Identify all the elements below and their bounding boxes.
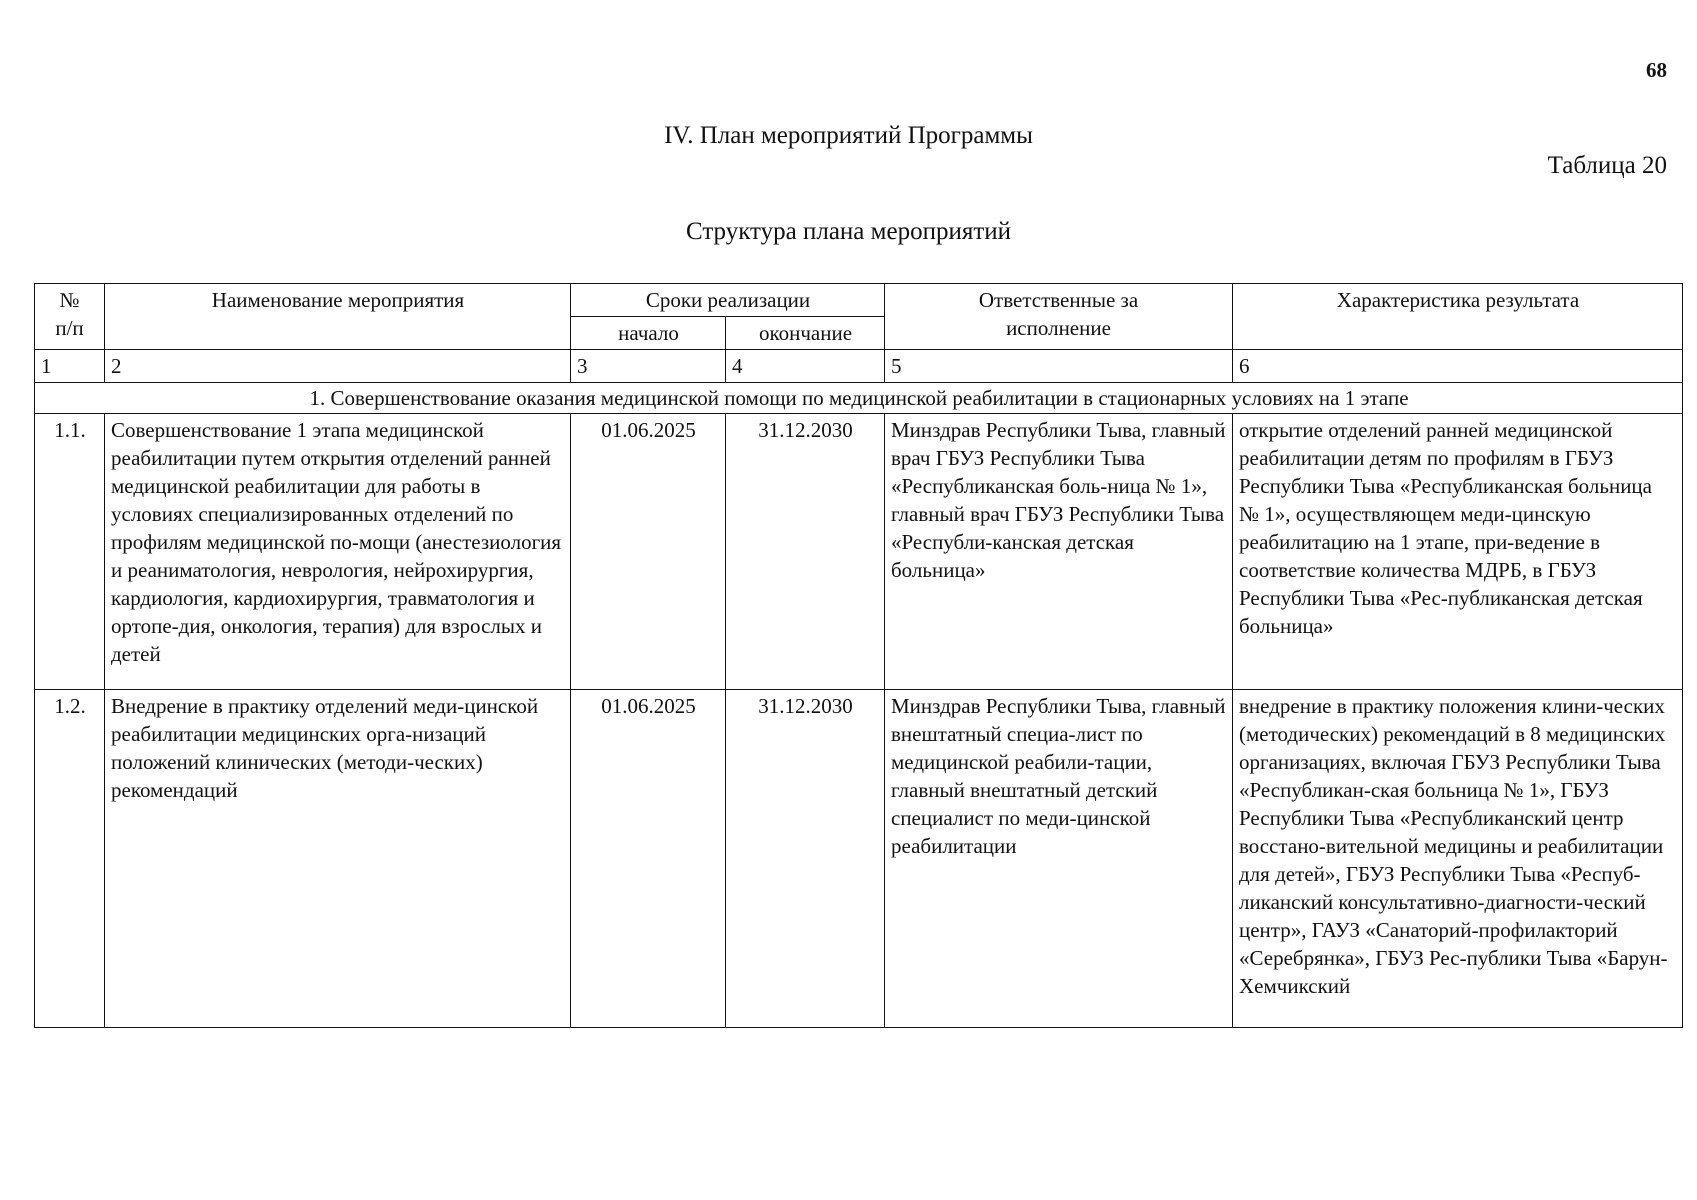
row-end-date: 31.12.2030 bbox=[726, 414, 885, 690]
table-row bbox=[35, 690, 1683, 1028]
header-name: Наименование мероприятия bbox=[105, 284, 571, 350]
column-number: 6 bbox=[1233, 350, 1683, 383]
row-number: 1.1. bbox=[35, 414, 105, 690]
row-result: внедрение в практику положения клини-ческих (методических) рекомендаций в 8 медицинских организациях, включая ГБУЗ Республики Тыва «Республикан-ская больница № 1», ГБУЗ Республики Тыва «Республиканский центр восстано-вительной медицины и реабилитации для детей», ГБУЗ Республики Тыва «Респуб-ликанский консультативно-диагности-ческий центр», ГАУЗ «Санаторий-профилакторий «Серебрянка», ГБУЗ Рес-публики Тыва «Барун-Хемчикский bbox=[1233, 690, 1683, 1028]
row-start-date: 01.06.2025 bbox=[571, 414, 726, 690]
row-activity-name: Внедрение в практику отделений меди-цинской реабилитации медицинских орга-низаций положений клинических (методи-ческих) рекомендаций bbox=[105, 690, 571, 1028]
row-end-date: 31.12.2030 bbox=[726, 690, 885, 1028]
row-activity-name: Совершенствование 1 этапа медицинской реабилитации путем открытия отделений ранней медицинской реабилитации для работы в условиях специализированных отделений по профилям медицинской по-мощи (анестезиология и реаниматология, неврология, нейрохирургия, кардиология, кардиохирургия, травматология и ортопе-дия, онкология, терапия) для взрослых и детей bbox=[105, 414, 571, 690]
header-responsible: Ответственные за исполнение bbox=[885, 284, 1233, 350]
column-number: 5 bbox=[885, 350, 1233, 383]
header-start: начало bbox=[571, 317, 726, 350]
header-num: № п/п bbox=[35, 284, 105, 350]
section-title: IV. План мероприятий Программы bbox=[664, 122, 1033, 149]
page-number: 68 bbox=[1646, 58, 1667, 82]
column-number: 2 bbox=[105, 350, 571, 383]
header-row-1 bbox=[35, 284, 1683, 317]
column-number: 1 bbox=[35, 350, 105, 383]
section-heading: 1. Совершенствование оказания медицинской помощи по медицинской реабилитации в стационарных условиях на 1 этапе bbox=[35, 383, 1683, 414]
header-end: окончание bbox=[726, 317, 885, 350]
row-responsible: Минздрав Республики Тыва, главный врач ГБУЗ Республики Тыва «Республиканская боль-ница № 1», главный врач ГБУЗ Республики Тыва «Республи-канская детская больница» bbox=[885, 414, 1233, 690]
header-terms: Сроки реализации bbox=[571, 284, 885, 317]
table-row bbox=[35, 414, 1683, 690]
table-title: Структура плана мероприятий bbox=[685, 218, 1012, 245]
row-number: 1.2. bbox=[35, 690, 105, 1028]
header-result: Характеристика результата bbox=[1233, 284, 1683, 350]
column-number-row bbox=[35, 350, 1683, 383]
section-row bbox=[35, 383, 1683, 414]
row-result: открытие отделений ранней медицинской реабилитации детям по профилям в ГБУЗ Республики Тыва «Республиканская больница № 1», осуществляющем меди-цинскую реабилитацию на 1 этапе, при-ведение в соответствие количества МДРБ, в ГБУЗ Республики Тыва «Рес-публиканская детская больница» bbox=[1233, 414, 1683, 690]
row-responsible: Минздрав Республики Тыва, главный внештатный специа-лист по медицинской реабили-тации, главный внештатный детский специалист по меди-цинской реабилитации bbox=[885, 690, 1233, 1028]
column-number: 3 bbox=[571, 350, 726, 383]
plan-table bbox=[34, 283, 1683, 1028]
table-label: Таблица 20 bbox=[1547, 152, 1667, 179]
row-start-date: 01.06.2025 bbox=[571, 690, 726, 1028]
column-number: 4 bbox=[726, 350, 885, 383]
